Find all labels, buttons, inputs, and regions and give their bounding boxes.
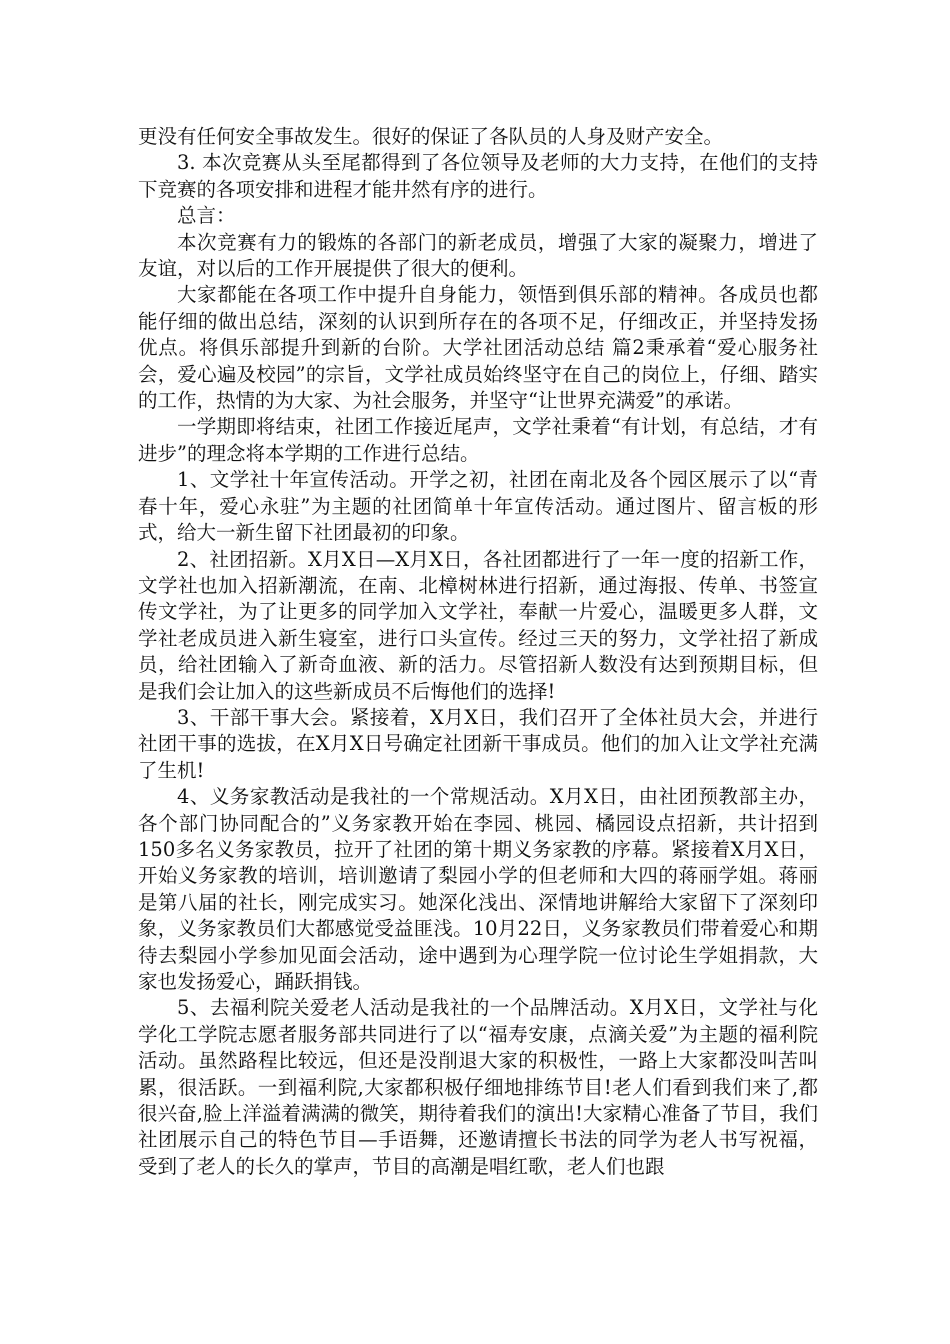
paragraph: 3、干部干事大会。紧接着，X月X日，我们召开了全体社员大会，并进行社团干事的选拔，在X月X日号确定社团新干事成员。他们的加入让文学社充满了生机!: [138, 705, 818, 782]
document-body: [138, 124, 818, 1180]
section-heading: 总言：: [177, 204, 236, 228]
paragraph: 2、社团招新。X月X日—X月X日，各社团都进行了一年一度的招新工作，文学社也加入招新潮流，在南、北樟树林进行招新，通过海报、传单、书签宣传文学社，为了让更多的同学加入文学社，奉献一片爱心，温暖更多人群，文学社老成员进入新生寝室，进行口头宣传。经过三天的努力，文学社招了新成员，给社团输入了新奇血液、新的活力。尽管招新人数没有达到预期目标，但是我们会让加入的这些新成员不后悔他们的选择!: [138, 547, 818, 703]
paragraph: 1、文学社十年宣传活动。开学之初，社团在南北及各个园区展示了以“青春十年，爱心永驻”为主题的社团简单十年宣传活动。通过图片、留言板的形式，给大一新生留下社团最初的印象。: [138, 468, 818, 545]
paragraph: 3. 本次竞赛从头至尾都得到了各位领导及老师的大力支持，在他们的支持下竞赛的各项安排和进程才能井然有序的进行。: [138, 151, 818, 201]
paragraph: 5、去福利院关爱老人活动是我社的一个品牌活动。X月X日，文学社与化学化工学院志愿者服务部共同进行了以“福寿安康，点滴关爱”为主题的福利院活动。虽然路程比较远，但还是没削退大家的积极性，一路上大家都没叫苦叫累，很活跃。一到福利院,大家都积极仔细地排练节目!老人们看到我们来了,都很兴奋,脸上洋溢着满满的微笑，期待着我们的演出!大家精心准备了节目，我们社团展示自己的特色节目—手语舞，还邀请擅长书法的同学为老人书写祝福，受到了老人的长久的掌声，节目的高潮是唱红歌，老人们也跟: [138, 996, 818, 1178]
paragraph: 本次竞赛有力的锻炼的各部门的新老成员，增强了大家的凝聚力，增进了友谊，对以后的工作开展提供了很大的便利。: [138, 230, 818, 281]
paragraph: 4、义务家教活动是我社的一个常规活动。X月X日，由社团预教部主办，各个部门协同配合的”义务家教开始在李园、桃园、橘园设点招新，共计招到150多名义务家教员，拉开了社团的第十期义务家教的序幕。紧接着X月X日，开始义务家教的培训，培训邀请了梨园小学的但老师和大四的蒋丽学姐。蒋丽是第八届的社长，刚完成实习。她深化浅出、深情地讲解给大家留下了深刻印象，义务家教员们大都感觉受益匪浅。10月22日，义务家教员们带着爱心和期待去梨园小学参加见面会活动，途中遇到为心理学院一位讨论生学姐捐款，大家也发扬爱心，踊跃捐钱。: [138, 785, 818, 993]
paragraph: 更没有任何安全事故发生。很好的保证了各队员的人身及财产安全。: [138, 125, 724, 148]
paragraph: 一学期即将结束，社团工作接近尾声，文学社秉着“有计划，有总结，才有进步”的理念将本学期的工作进行总结。: [138, 415, 818, 465]
paragraph: 大家都能在各项工作中提升自身能力，领悟到俱乐部的精神。各成员也都能仔细的做出总结，深刻的认识到所存在的各项不足，仔细改正，并坚持发扬优点。将俱乐部提升到新的台阶。大学社团活动总结 篇2秉承着“爱心服务社会，爱心遍及校园”的宗旨，文学社成员始终坚守在自己的岗位上，仔细、踏实的工作，热情的为大家、为社会服务，并坚守“让世界充满爱”的承诺。: [138, 283, 818, 413]
